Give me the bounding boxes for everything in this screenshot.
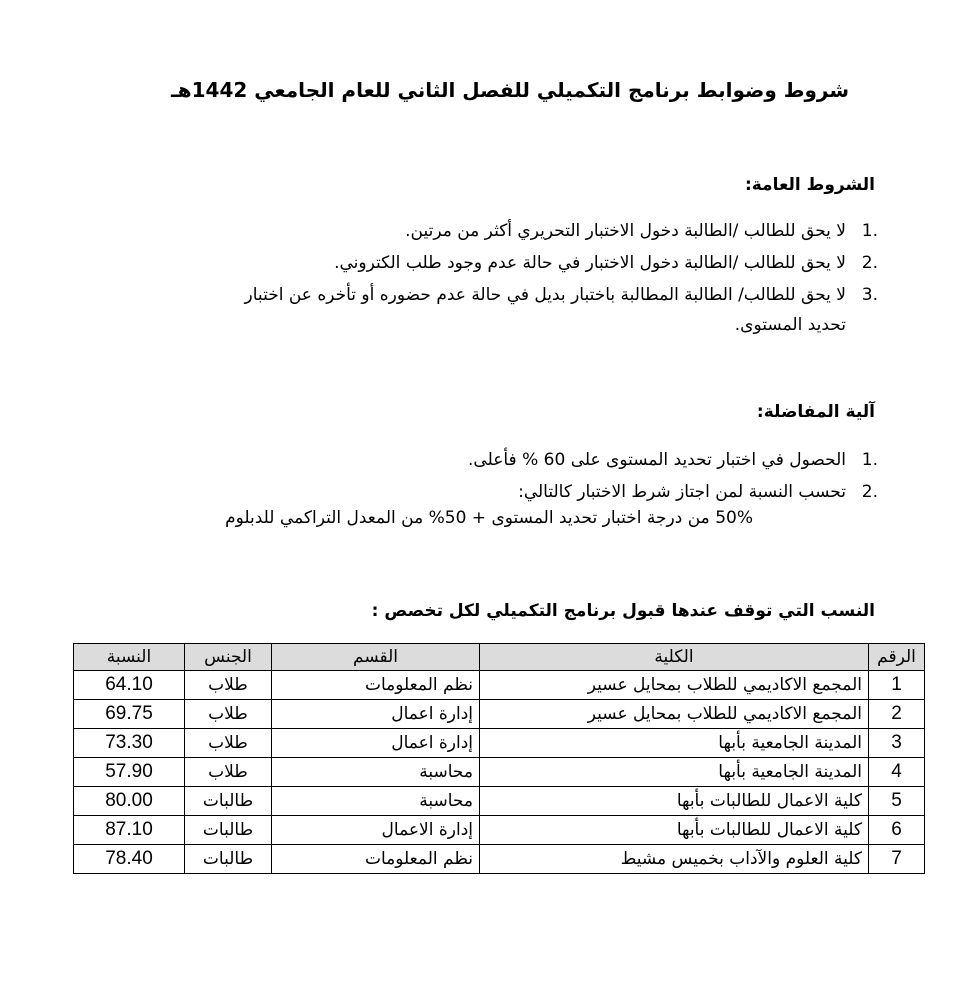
cell-percentage: 73.30: [74, 729, 185, 758]
preference-formula: 50% من درجة اختبار تحديد المستوى + 50% من المعدل التراكمي للدبلوم: [225, 508, 753, 528]
preference-item-1: [468, 445, 878, 476]
general-item-3: [244, 280, 878, 311]
cell-gender: طالبات: [185, 816, 272, 845]
cell-gender: طلاب: [185, 758, 272, 787]
item-text: تحسب النسبة لمن اجتاز شرط الاختبار كالتالي:: [518, 482, 846, 502]
item-text: لا يحق للطالب/ الطالبة المطالبة باختبار بديل في حالة عدم حضوره أو تأخره عن اختبار: [244, 285, 846, 305]
table-row: [74, 787, 925, 816]
item-text-continued: تحديد المستوى.: [734, 315, 846, 335]
cell-gender: طلاب: [185, 729, 272, 758]
item-text: الحصول في اختبار تحديد المستوى على 60 % فأعلى.: [468, 450, 846, 470]
table-row: [74, 700, 925, 729]
general-item-1: [405, 216, 878, 247]
table-row: [74, 729, 925, 758]
cell-department: محاسبة: [272, 758, 480, 787]
general-conditions-heading: الشروط العامة:: [744, 175, 875, 195]
document-title: شروط وضوابط برنامج التكميلي للفصل الثاني للعام الجامعي 1442هـ: [170, 78, 850, 102]
table-row: [74, 845, 925, 874]
cell-num: 4: [869, 758, 925, 787]
cell-gender: طالبات: [185, 787, 272, 816]
header-gender: الجنس: [185, 644, 272, 671]
cell-percentage: 78.40: [74, 845, 185, 874]
header-num: الرقم: [869, 644, 925, 671]
header-college: الكلية: [480, 644, 869, 671]
cell-college: المدينة الجامعية بأبها: [480, 758, 869, 787]
cell-percentage: 80.00: [74, 787, 185, 816]
table-header-row: [74, 644, 925, 671]
cell-num: 5: [869, 787, 925, 816]
cell-num: 6: [869, 816, 925, 845]
table-row: [74, 758, 925, 787]
cell-gender: طلاب: [185, 671, 272, 700]
item-number: 2.: [861, 482, 878, 502]
cell-department: إدارة اعمال: [272, 700, 480, 729]
preference-item-2: [518, 477, 878, 508]
header-department: القسم: [272, 644, 480, 671]
general-item-3-continued: [735, 310, 846, 341]
cell-college: المدينة الجامعية بأبها: [480, 729, 869, 758]
acceptance-rates-table: [73, 643, 925, 874]
header-percentage: النسبة: [74, 644, 185, 671]
item-text: لا يحق للطالب /الطالبة دخول الاختبار التحريري أكثر من مرتين.: [405, 221, 846, 241]
item-number: 1.: [861, 450, 878, 470]
cell-num: 7: [869, 845, 925, 874]
cell-department: نظم المعلومات: [272, 845, 480, 874]
cell-college: كلية العلوم والآداب بخميس مشيط: [480, 845, 869, 874]
cell-college: كلية الاعمال للطالبات بأبها: [480, 787, 869, 816]
cell-college: كلية الاعمال للطالبات بأبها: [480, 816, 869, 845]
cell-department: نظم المعلومات: [272, 671, 480, 700]
cell-gender: طالبات: [185, 845, 272, 874]
cell-num: 1: [869, 671, 925, 700]
item-text: لا يحق للطالب /الطالبة دخول الاختبار في حالة عدم وجود طلب الكتروني.: [334, 253, 846, 273]
preference-mechanism-heading: آلية المفاضلة:: [756, 402, 875, 422]
cell-percentage: 87.10: [74, 816, 185, 845]
item-number: 1.: [861, 221, 878, 241]
cell-num: 2: [869, 700, 925, 729]
cell-department: إدارة اعمال: [272, 729, 480, 758]
table-row: [74, 816, 925, 845]
cell-percentage: 57.90: [74, 758, 185, 787]
item-number: 3.: [861, 285, 878, 305]
general-item-2: [334, 248, 878, 279]
cell-department: إدارة الاعمال: [272, 816, 480, 845]
cell-percentage: 64.10: [74, 671, 185, 700]
cell-college: المجمع الاكاديمي للطلاب بمحايل عسير: [480, 671, 869, 700]
cell-department: محاسبة: [272, 787, 480, 816]
table-row: [74, 671, 925, 700]
item-number: 2.: [861, 253, 878, 273]
acceptance-rates-heading: النسب التي توقف عندها قبول برنامج التكميلي لكل تخصص :: [371, 601, 875, 621]
cell-gender: طلاب: [185, 700, 272, 729]
cell-college: المجمع الاكاديمي للطلاب بمحايل عسير: [480, 700, 869, 729]
cell-percentage: 69.75: [74, 700, 185, 729]
cell-num: 3: [869, 729, 925, 758]
